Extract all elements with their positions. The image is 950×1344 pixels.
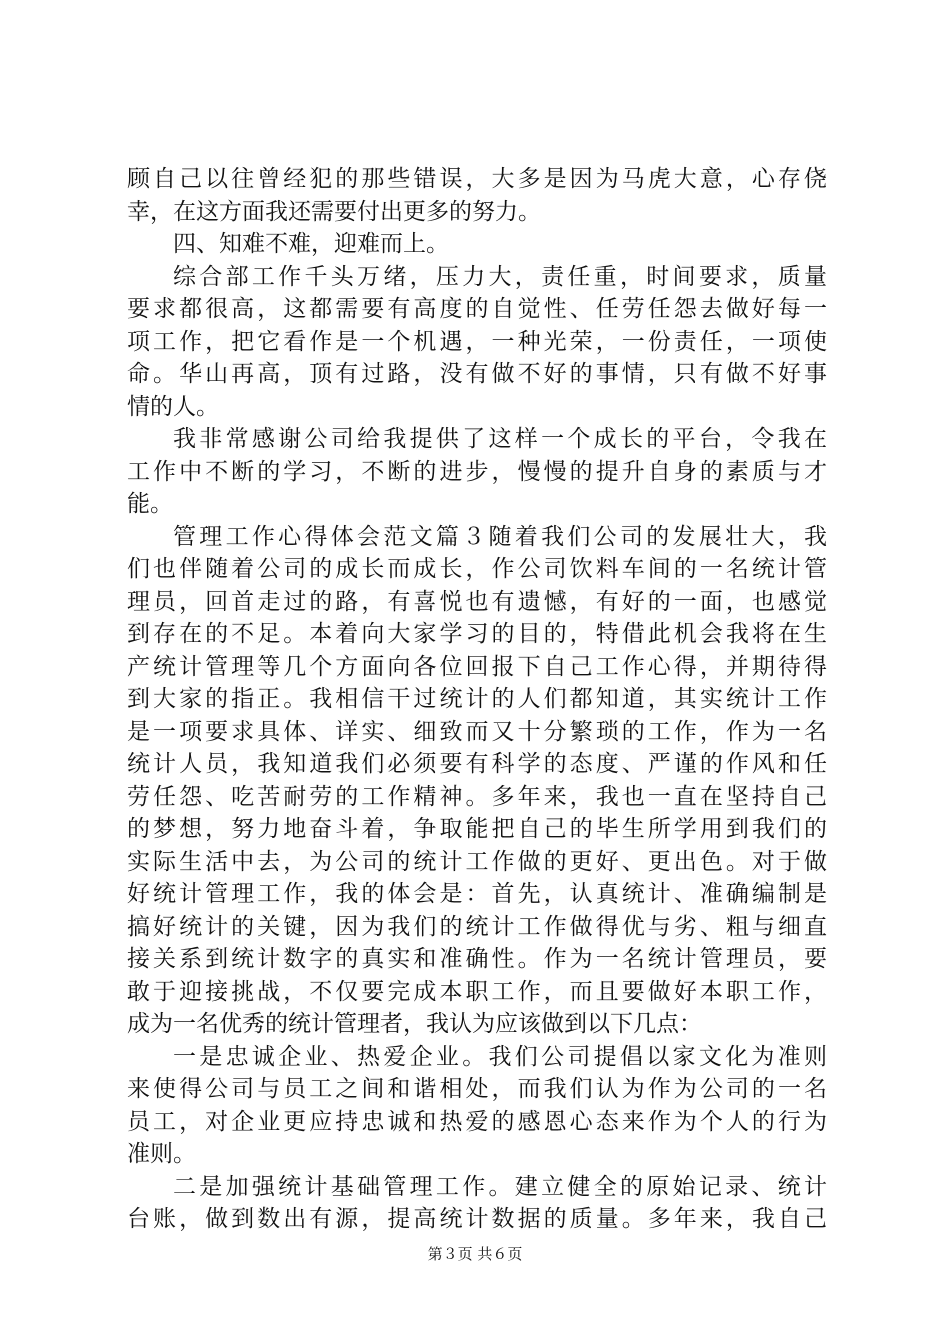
text-line: 的梦想，努力地奋斗着，争取能把自己的毕生所学用到我们的 [127,816,827,842]
text-line: 项工作，把它看作是一个机遇，一种光荣，一份责任，一项使 [127,328,827,355]
text-line: 理员，回首走过的路，有喜悦也有遗憾，有好的一面，也感觉 [127,588,827,615]
text-line: 能。 [127,491,173,517]
text-line: 情的人。 [127,393,219,420]
text-line: 产统计管理等几个方面向各位回报下自己工作心得，并期待得 [127,653,827,680]
text-line: 统计人员，我知道我们必须要有科学的态度、严谨的作风和任 [127,751,827,777]
page-number-label: 第３页 共６页 [427,1245,523,1263]
text-line: 准则。 [127,1141,196,1167]
text-line: 一是忠诚企业、热爱企业。我们公司提倡以家文化为准则 [173,1043,827,1070]
text-line: 台账，做到数出有源，提高统计数据的质量。多年来，我自己 [127,1206,827,1232]
text-line: 是一项要求具体、详实、细致而又十分繁琐的工作，作为一名 [127,718,827,745]
text-line: 劳任怨、吃苦耐劳的工作精神。多年来，我也一直在坚持自己 [127,783,827,810]
text-line: 搞好统计的关键，因为我们的统计工作做得优与劣、粗与细直 [127,913,827,940]
text-line: 综合部工作千头万绪，压力大，责任重，时间要求，质量 [173,263,827,290]
text-line: 来使得公司与员工之间和谐相处，而我们认为作为公司的一名 [127,1076,827,1102]
text-line: 员工，对企业更应持忠诚和热爱的感恩心态来作为个人的行为 [127,1108,827,1135]
text-line: 们也伴随着公司的成长而成长，作公司饮料车间的一名统计管 [127,556,827,582]
text-line: 要求都很高，这都需要有高度的自觉性、任劳任怨去做好每一 [127,296,827,322]
text-line: 好统计管理工作，我的体会是：首先，认真统计、准确编制是 [127,881,827,907]
text-line: 二是加强统计基础管理工作。建立健全的原始记录、统计 [173,1173,827,1200]
text-line: 顾自己以往曾经犯的那些错误，大多是因为马虎大意，心存侥 [127,166,827,192]
text-line: 我非常感谢公司给我提供了这样一个成长的平台，令我在 [173,426,827,452]
text-line: 管理工作心得体会范文篇３随着我们公司的发展壮大，我 [173,523,827,550]
text-line: 工作中不断的学习，不断的进步，慢慢的提升自身的素质与才 [127,458,827,485]
text-line: 幸，在这方面我还需要付出更多的努力。 [127,198,541,225]
text-line: 到存在的不足。本着向大家学习的目的，特借此机会我将在生 [127,621,827,647]
text-line: 接关系到统计数字的真实和准确性。作为一名统计管理员，要 [127,946,827,972]
text-line: 命。华山再高，顶有过路，没有做不好的事情，只有做不好事 [127,361,827,387]
text-line: 成为一名优秀的统计管理者，我认为应该做到以下几点： [127,1011,702,1037]
page-footer [0,1244,950,1264]
text-line: 实际生活中去，为公司的统计工作做的更好、更出色。对于做 [127,848,827,875]
text-line: 到大家的指正。我相信干过统计的人们都知道，其实统计工作 [127,686,827,712]
text-line: 敢于迎接挑战，不仅要完成本职工作，而且要做好本职工作， [127,978,827,1005]
document-body [127,163,827,1236]
text-line: 四、知难不难，迎难而上。 [173,231,449,257]
